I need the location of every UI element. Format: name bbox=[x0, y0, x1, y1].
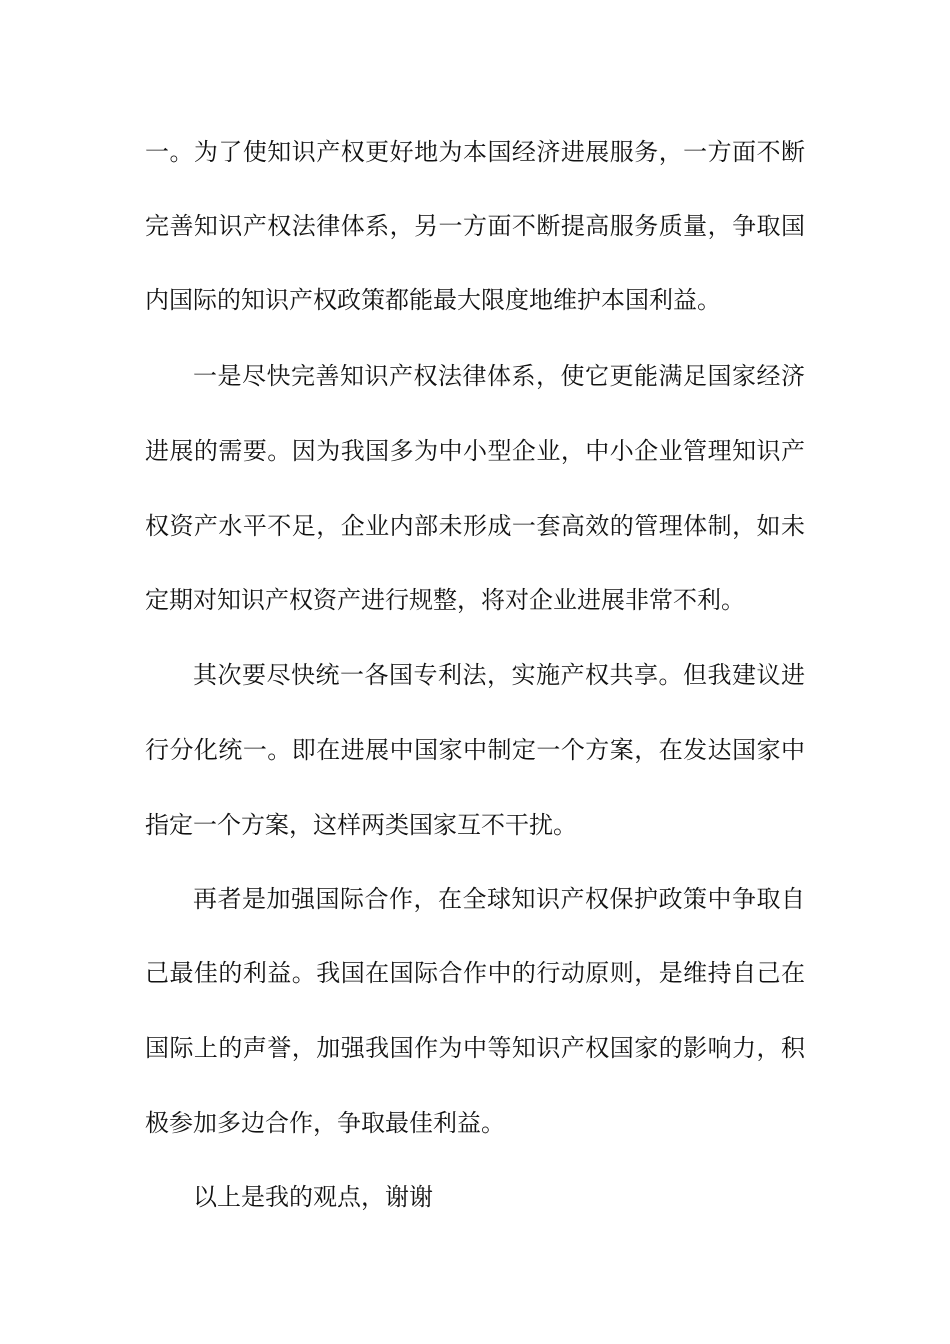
paragraph-1-line-2: 完善知识产权法律体系，另一方面不断提高服务质量，争取国 bbox=[145, 212, 805, 240]
paragraph-2-line-2: 进展的需要。因为我国多为中小型企业，中小企业管理知识产 bbox=[145, 437, 805, 465]
paragraph-4-line-1: 再者是加强国际合作，在全球知识产权保护政策中争取自 bbox=[193, 885, 805, 913]
paragraph-1-line-1: 一。为了使知识产权更好地为本国经济进展服务，一方面不断 bbox=[145, 138, 805, 166]
paragraph-5-line-1: 以上是我的观点，谢谢 bbox=[193, 1183, 433, 1211]
paragraph-2-line-3: 权资产水平不足，企业内部未形成一套高效的管理体制，如未 bbox=[145, 512, 805, 540]
paragraph-4-line-2: 己最佳的利益。我国在国际合作中的行动原则，是维持自己在 bbox=[145, 959, 805, 987]
paragraph-3-line-1: 其次要尽快统一各国专利法，实施产权共享。但我建议进 bbox=[193, 661, 805, 689]
paragraph-3-line-3: 指定一个方案，这样两类国家互不干扰。 bbox=[145, 811, 577, 839]
paragraph-4-line-3: 国际上的声誉，加强我国作为中等知识产权国家的影响力，积 bbox=[145, 1034, 805, 1062]
paragraph-1-line-3: 内国际的知识产权政策都能最大限度地维护本国利益。 bbox=[145, 286, 721, 314]
paragraph-3-line-2: 行分化统一。即在进展中国家中制定一个方案，在发达国家中 bbox=[145, 736, 805, 764]
paragraph-4-line-4: 极参加多边合作，争取最佳利益。 bbox=[145, 1109, 505, 1137]
paragraph-2-line-1: 一是尽快完善知识产权法律体系，使它更能满足国家经济 bbox=[193, 362, 805, 390]
paragraph-2-line-4: 定期对知识产权资产进行规整，将对企业进展非常不利。 bbox=[145, 586, 745, 614]
